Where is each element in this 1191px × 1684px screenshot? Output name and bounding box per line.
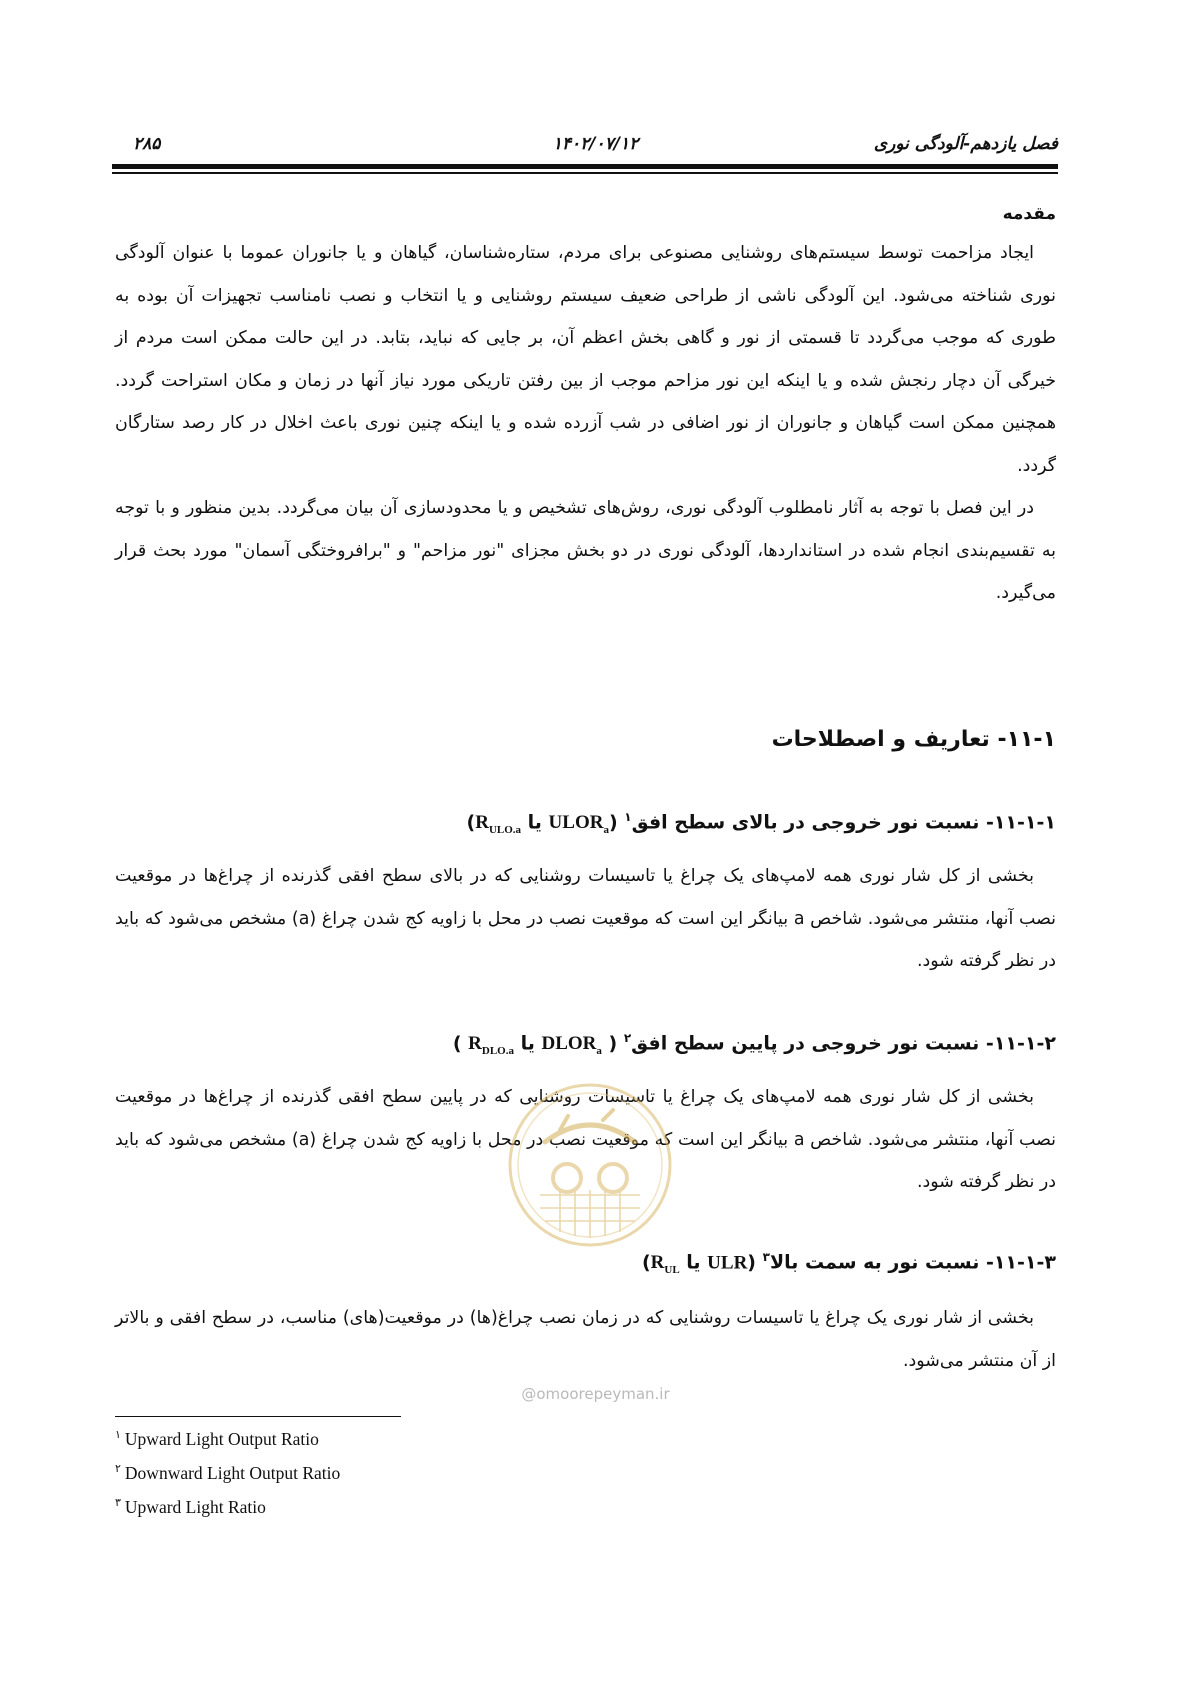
subsection-2-or: یا <box>514 1032 542 1055</box>
subsection-2-paren-close: ) <box>452 1032 469 1055</box>
subsection-3-abbr-ulr: ULR <box>707 1252 748 1274</box>
intro-paragraph-1: ایجاد مزاحمت توسط سیستم‌های روشنایی مصنوعی برای مردم، ستاره‌شناسان، گیاهان و یا جانوران عموما با عنوان آلودگی نوری شناخته می‌شود. این آلودگی ناشی از طراحی ضعیف سیستم روشنایی و یا انتخاب و نصب نامناسب تجهیزات آن بوده به طوری که موجب می‌گردد تا قسمتی از نور و گاهی بخش اعظم آن، بر جایی که نباید، بتابد. در این حالت ممکن است مردم از خیرگی آن دچار رنجش شده و یا اینکه این نور مزاحم موجب از بین رفتن تاریکی مورد نیاز آنها در زمان و مکان استراحت گردد. همچنین ممکن است گیاهان و جانوران از نور اضافی در شب آزرده شده و یا اینکه چنین نوری باعث اخلال در کار رصد ستارگان گردد. <box>115 243 1056 476</box>
subsection-11-1-1 <box>115 802 1056 983</box>
footnote-2-mark: ۲ <box>115 1462 121 1475</box>
subsection-1-abbr-ulor <box>548 812 609 837</box>
abbr-rdlo-text: R <box>468 1033 482 1055</box>
subsection-3-body: بخشی از شار نوری یک چراغ یا تاسیسات روشنایی که در زمان نصب چراغ(ها) در موقعیت(های) مناسب، در سطح افقی و بالاتر از آن منتشر می‌شود. <box>115 1308 1056 1371</box>
footnote-1-mark: ۱ <box>115 1428 121 1441</box>
subsection-2-abbr-dlor <box>541 1033 602 1058</box>
section-11-1 <box>115 725 1056 755</box>
footnote-1-text: Upward Light Output Ratio <box>124 1428 319 1449</box>
header-chapter-title: فصل یازدهم-آلودگی نوری <box>873 134 1058 154</box>
subsection-11-1-3 <box>115 1242 1056 1382</box>
abbr-dlor-subscript: a <box>596 1045 602 1058</box>
subsection-3-heading-text: ۱۱-۱-۳- نسبت نور به سمت بالا <box>769 1251 1056 1274</box>
subsection-1-heading-text: ۱۱-۱-۱- نسبت نور خروجی در بالای سطح افق <box>631 811 1056 834</box>
subsection-2-heading <box>115 1023 1056 1066</box>
footnote-3-text: Upward Light Ratio <box>124 1496 266 1517</box>
abbr-rulo-subscript: ULO.a <box>488 824 522 837</box>
footnote-3 <box>115 1496 266 1518</box>
header-page-number: ۲۸۵ <box>133 134 161 154</box>
header-rule-thick <box>112 164 1058 169</box>
subsection-1-paren-close: ) <box>466 811 476 834</box>
header-date: ۱۴۰۲/۰۷/۱۲ <box>552 134 639 154</box>
subsection-2-paren-open: ( <box>601 1032 624 1055</box>
watermark-logo-icon <box>505 1080 675 1250</box>
subsection-2-body: بخشی از کل شار نوری همه لامپ‌های یک چراغ یا تاسیسات روشنایی که در پایین سطح افقی گذرنده از چراغ‌ها در موقعیت نصب آنها، منتشر می‌شود. شاخص a بیانگر این است که موقعیت نصب در محل با زاویه کج شدن چراغ (a) مشخص می‌شود که باید در نظر گرفته شود. <box>115 1087 1057 1193</box>
abbr-ulor-text: ULOR <box>548 812 604 834</box>
subsection-1-body: بخشی از کل شار نوری همه لامپ‌های یک چراغ یا تاسیسات روشنایی که در بالای سطح افقی گذرنده از چراغ‌ها در موقعیت نصب آنها، منتشر می‌شود. شاخص a بیانگر این است که موقعیت نصب در محل با زاویه کج شدن چراغ (a) مشخص می‌شود که باید در نظر گرفته شود. <box>115 866 1057 972</box>
abbr-rdlo-subscript: DLO.a <box>481 1045 514 1058</box>
abbr-ulor-subscript: a <box>603 824 609 837</box>
footnote-2 <box>115 1462 340 1484</box>
abbr-dlor-text: DLOR <box>541 1033 597 1055</box>
abbr-rul-text: R <box>650 1252 665 1274</box>
subsection-2-heading-text: ۱۱-۱-۲- نسبت نور خروجی در پایین سطح افق <box>631 1032 1056 1055</box>
footnote-2-text: Downward Light Output Ratio <box>124 1462 341 1483</box>
intro-title: مقدمه <box>1002 204 1056 224</box>
header-rule-thin <box>112 172 1058 174</box>
footnote-1 <box>115 1428 319 1450</box>
subsection-3-or: یا <box>679 1251 708 1274</box>
intro-paragraph-2: در این فصل با توجه به آثار نامطلوب آلودگی نوری، روش‌های تشخیص و یا محدودسازی آن بیان می‌گردد. بدین منظور و با توجه به تقسیم‌بندی انجام شده در استانداردها، آلودگی نوری در دو بخش مجزای "نور مزاحم" و "برافروختگی آسمان" مورد بحث قرار می‌گیرد. <box>115 498 1056 603</box>
abbr-rul-subscript: UL <box>664 1264 680 1277</box>
footnote-3-mark: ۳ <box>115 1496 121 1509</box>
subsection-2-abbr-rdlo <box>468 1033 514 1058</box>
subsection-3-paren-open: ( <box>747 1251 763 1274</box>
subsection-3-paren-close: ) <box>641 1251 651 1274</box>
intro-section <box>115 200 1056 615</box>
subsection-1-or: یا <box>521 811 549 834</box>
subsection-3-abbr-rul <box>650 1252 680 1277</box>
section-heading: ۱۱-۱- تعاریف و اصطلاحات <box>771 727 1056 752</box>
subsection-1-paren-open: ( <box>608 811 625 834</box>
subsection-2-footnote-mark: ۲ <box>623 1031 632 1045</box>
footnote-separator <box>115 1416 401 1417</box>
subsection-1-footnote-mark: ۱ <box>624 810 632 824</box>
subsection-1-heading <box>115 802 1056 845</box>
abbr-rulo-text: R <box>475 812 489 834</box>
watermark-url: @omoorepeyman.ir <box>521 1385 670 1403</box>
subsection-3-footnote-mark: ۳ <box>762 1250 770 1264</box>
subsection-1-abbr-rulo <box>475 812 522 837</box>
